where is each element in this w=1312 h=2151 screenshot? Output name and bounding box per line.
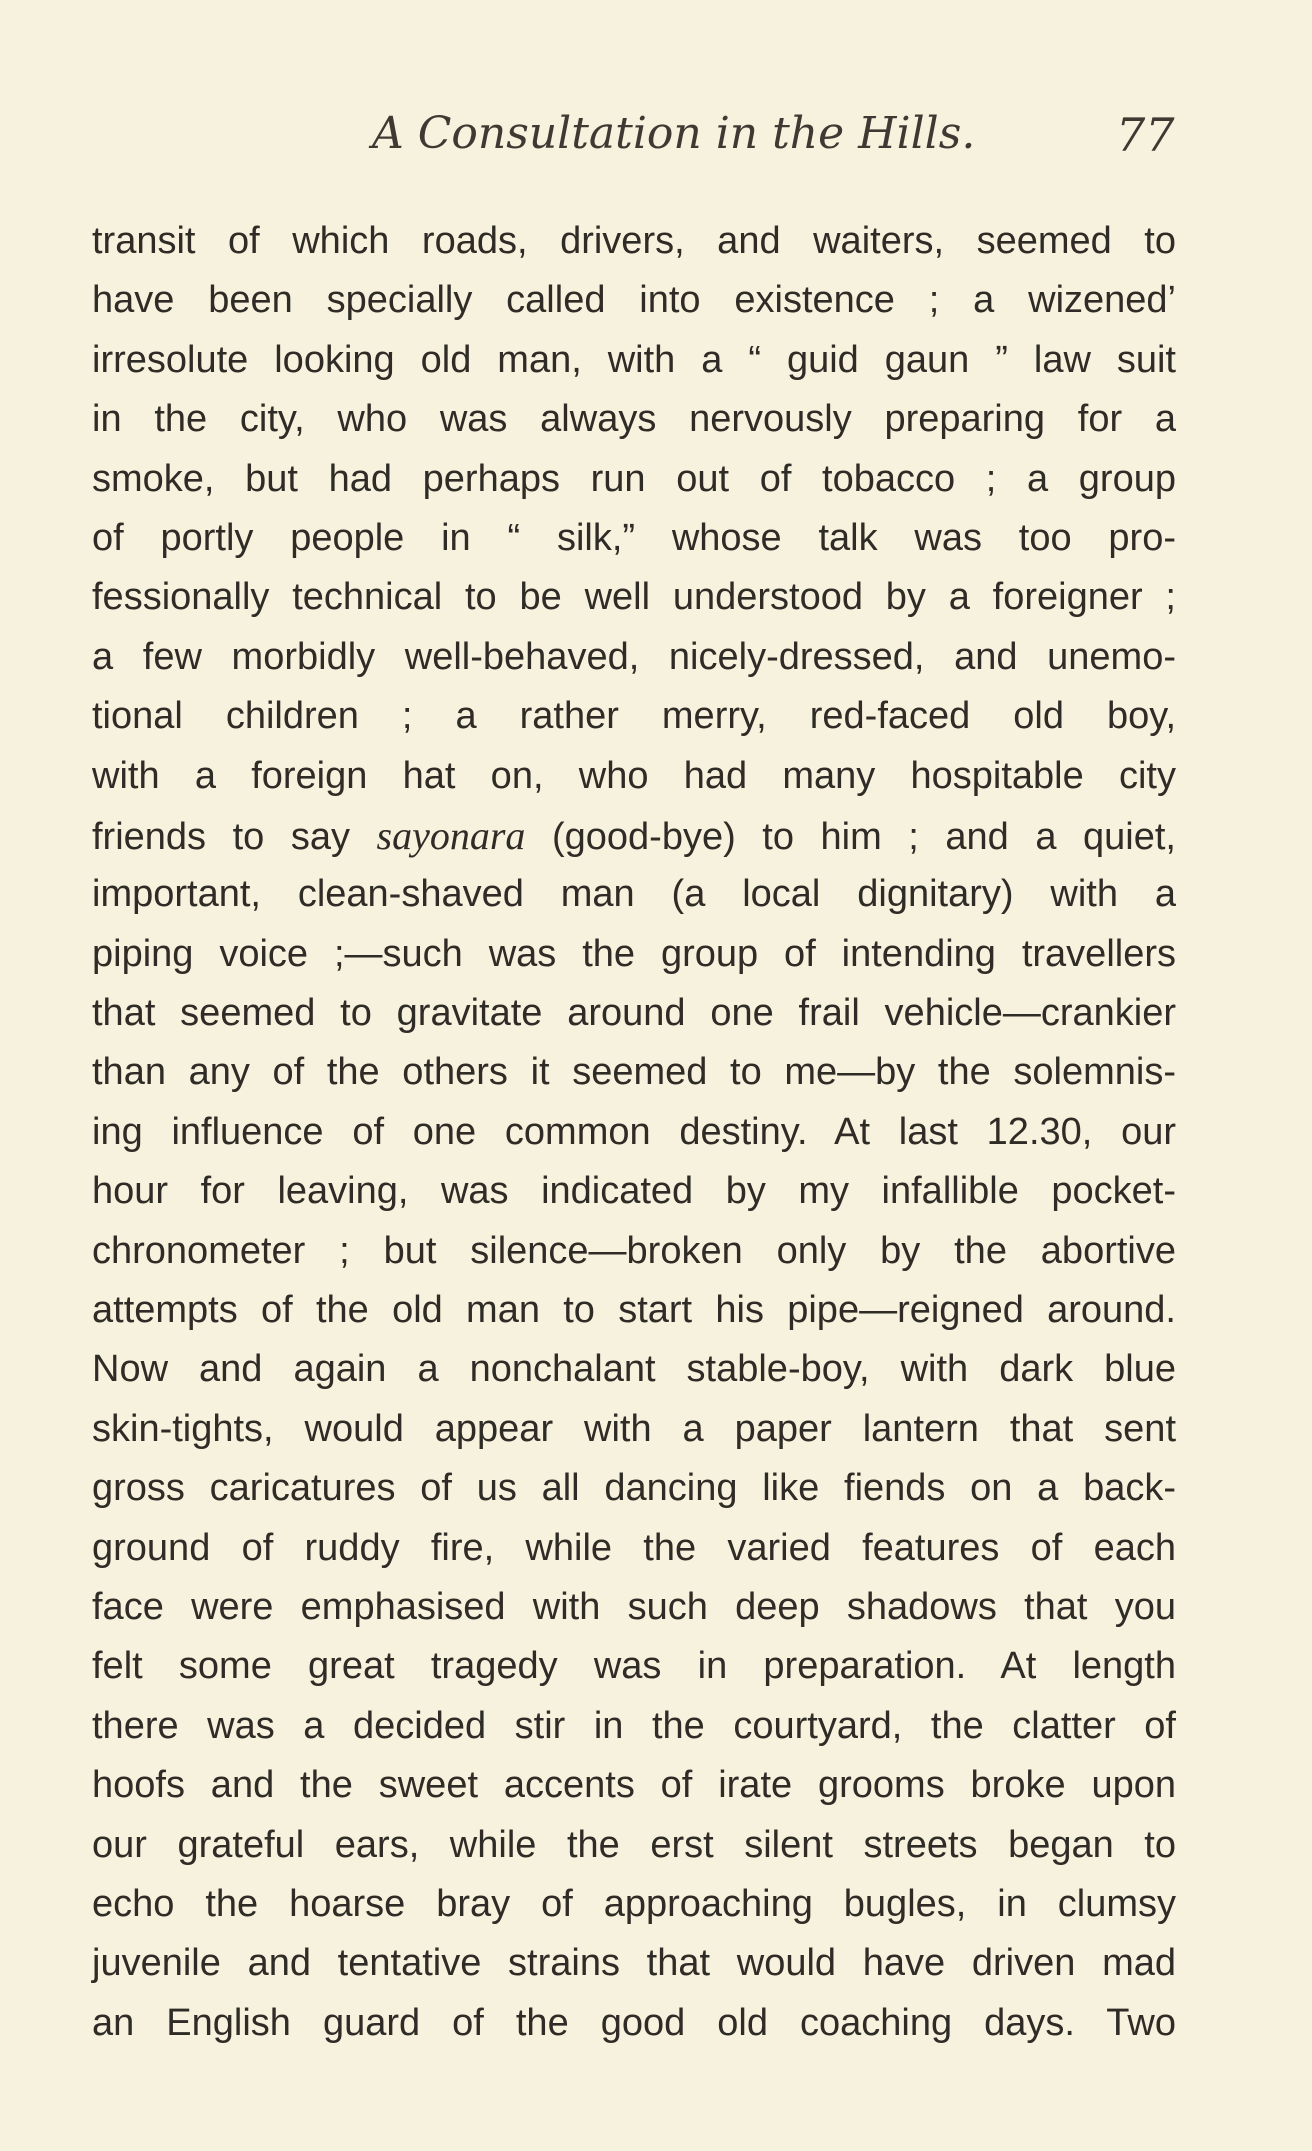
- running-head-title: A Consultation in the Hills.: [372, 108, 976, 159]
- text-line: smoke, but had perhaps run out of tobacco ; a group: [92, 457, 1176, 500]
- text-line: have been specially called into existence ; a wizened’: [92, 279, 1176, 322]
- text-line: an English guard of the good old coaching days. Two: [92, 2001, 1176, 2044]
- text-line: tional children ; a rather merry, red-faced old boy,: [92, 695, 1176, 738]
- text-line: skin-tights, would appear with a paper lantern that sent: [92, 1407, 1176, 1450]
- text-line-start: friends to say: [92, 815, 350, 858]
- text-line: face were emphasised with such deep shadows that you: [92, 1585, 1176, 1628]
- text-line: irresolute looking old man, with a “ guid gaun ” law suit: [92, 338, 1176, 381]
- body-text: [92, 212, 1176, 2053]
- text-line: attempts of the old man to start his pipe—reigned around.: [92, 1289, 1176, 1332]
- text-line: that seemed to gravitate around one frail vehicle—crankier: [92, 992, 1176, 1035]
- page-number: 77: [1116, 108, 1175, 162]
- text-line: fessionally technical to be well understood by a foreigner ;: [92, 576, 1176, 619]
- text-line: transit of which roads, drivers, and waiters, seemed to: [92, 220, 1176, 262]
- text-line: piping voice ;—such was the group of intending travellers: [92, 932, 1176, 975]
- text-line: our grateful ears, while the erst silent streets began to: [92, 1823, 1176, 1866]
- text-line-with-italic: [92, 806, 1176, 865]
- text-line: felt some great tragedy was in preparation. At length: [92, 1645, 1176, 1688]
- text-line: than any of the others it seemed to me—by the solemnis-: [92, 1051, 1176, 1094]
- text-line: Now and again a nonchalant stable-boy, with dark blue: [92, 1348, 1176, 1391]
- text-line: echo the hoarse bray of approaching bugles, in clumsy: [92, 1882, 1176, 1925]
- text-line: a few morbidly well-behaved, nicely-dressed, and unemo-: [92, 635, 1176, 678]
- text-line: gross caricatures of us all dancing like fiends on a back-: [92, 1467, 1176, 1510]
- text-line: juvenile and tentative strains that would have driven mad: [92, 1942, 1176, 1985]
- text-line: ground of ruddy fire, while the varied features of each: [92, 1526, 1176, 1569]
- text-line: important, clean-shaved man (a local dignitary) with a: [92, 873, 1176, 916]
- text-line: chronometer ; but silence—broken only by the abortive: [92, 1229, 1176, 1272]
- text-line-end: (good-bye) to him ; and a quiet,: [551, 815, 1176, 858]
- text-line: there was a decided stir in the courtyard, the clatter of: [92, 1704, 1176, 1747]
- text-line: with a foreign hat on, who had many hospitable city: [92, 754, 1176, 797]
- text-line: in the city, who was always nervously preparing for a: [92, 398, 1176, 441]
- text-line: ing influence of one common destiny. At last 12.30, our: [92, 1110, 1176, 1153]
- text-line: hour for leaving, was indicated by my infallible pocket-: [92, 1170, 1176, 1213]
- italic-word: sayonara: [376, 812, 526, 858]
- text-line: of portly people in “ silk,” whose talk was too pro-: [92, 516, 1176, 559]
- text-line: hoofs and the sweet accents of irate grooms broke upon: [92, 1764, 1176, 1807]
